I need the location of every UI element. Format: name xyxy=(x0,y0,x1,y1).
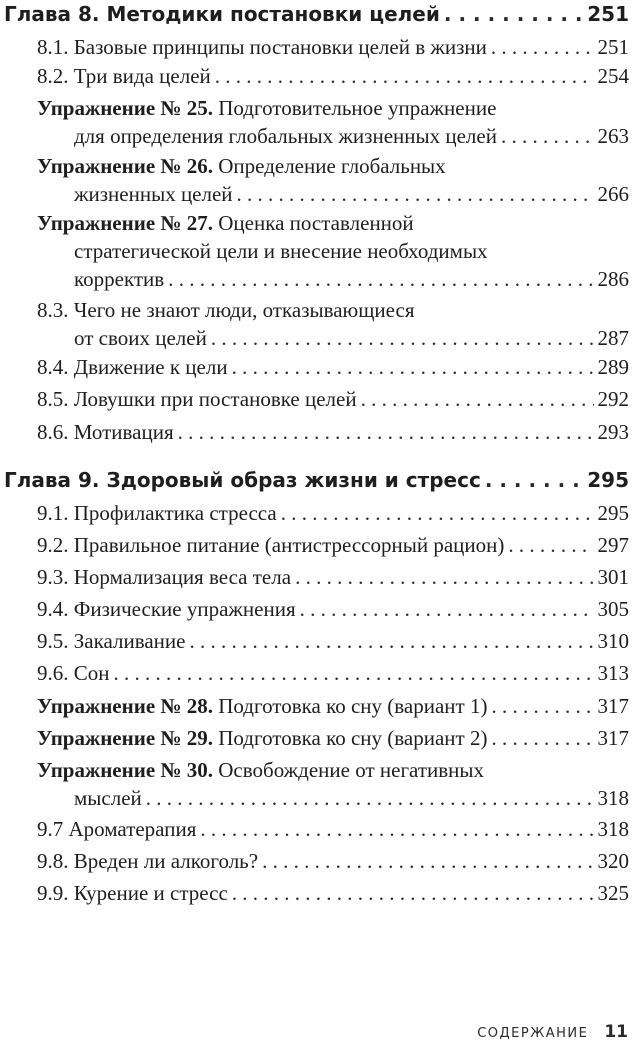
entry-title: Оценка поставленной xyxy=(218,211,414,235)
exercise-entry[interactable] xyxy=(37,94,629,150)
entry-title: Ароматерапия xyxy=(68,817,197,841)
toc-entry[interactable] xyxy=(37,563,629,591)
entry-page: 286 xyxy=(597,267,629,291)
entry-page: 317 xyxy=(597,726,629,750)
dot-leader xyxy=(189,627,593,655)
dot-leader xyxy=(237,180,594,208)
dot-leader xyxy=(281,499,594,527)
entry-title-cont: мыслей xyxy=(74,786,142,810)
entry-number: 9.4. xyxy=(37,597,69,621)
toc-entry[interactable] xyxy=(37,385,629,413)
entry-title: Базовые принципы постановки целей в жизни xyxy=(73,35,487,59)
entry-title: Освобождение от негативных xyxy=(218,758,485,782)
toc-entry[interactable] xyxy=(37,33,629,61)
entry-page: 289 xyxy=(597,355,629,379)
toc-entry[interactable] xyxy=(37,627,629,655)
dot-leader xyxy=(215,62,594,90)
dot-leader xyxy=(491,33,594,61)
entry-number: 9.2. xyxy=(37,533,69,557)
entry-title-cont: жизненных целей xyxy=(74,182,233,206)
entry-page: 318 xyxy=(597,786,629,810)
chapter-page: 295 xyxy=(587,468,629,492)
exercise-entry[interactable] xyxy=(37,724,629,752)
entry-number: 8.4. xyxy=(37,355,69,379)
entry-number: 9.8. xyxy=(37,849,69,873)
dot-leader xyxy=(114,659,594,687)
dot-leader xyxy=(200,815,593,843)
toc-entry[interactable] xyxy=(37,879,629,907)
dot-leader xyxy=(168,265,593,293)
entry-page: 301 xyxy=(597,565,629,589)
dot-leader xyxy=(300,595,594,623)
exercise-label: Упражнение № 28. xyxy=(37,694,213,718)
entry-number: 8.3. xyxy=(37,298,69,322)
entry-title: Движение к цели xyxy=(73,355,228,379)
entry-title: Сон xyxy=(73,661,110,685)
entry-page: 325 xyxy=(597,881,629,905)
entry-title: Нормализация веса тела xyxy=(73,565,292,589)
entry-page: 292 xyxy=(597,387,629,411)
entry-title: Ловушки при постановке целей xyxy=(73,387,357,411)
entry-title: Определение глобальных xyxy=(218,154,446,178)
entry-title: Подготовка ко сну (вариант 1) xyxy=(218,694,488,718)
entry-title: Три вида целей xyxy=(73,64,211,88)
entry-title: Чего не знают люди, отказывающиеся xyxy=(73,298,415,322)
entry-page: 310 xyxy=(597,629,629,653)
exercise-entry[interactable] xyxy=(37,152,629,208)
dot-leader xyxy=(178,418,594,446)
entry-title: Правильное питание (антистрессорный рацион) xyxy=(73,533,505,557)
dot-leader xyxy=(501,122,594,150)
entry-title: Физические упражнения xyxy=(73,597,296,621)
dot-leader xyxy=(491,724,593,752)
entry-title-cont: стратегической цели и внесение необходимых xyxy=(74,239,488,263)
chapter-title: Глава 9. Здоровый образ жизни и стресс xyxy=(4,468,481,492)
entry-page: 313 xyxy=(597,661,629,685)
chapter-page: 251 xyxy=(587,2,629,26)
entry-page: 287 xyxy=(597,326,629,350)
chapter-heading[interactable] xyxy=(4,1,629,27)
entry-title: Вреден ли алкоголь? xyxy=(73,849,259,873)
entry-page: 317 xyxy=(597,694,629,718)
entry-title: Курение и стресс xyxy=(73,881,228,905)
entry-number: 9.7 xyxy=(37,817,64,841)
chapter-title: Глава 8. Методики постановки целей xyxy=(4,2,440,26)
exercise-entry[interactable] xyxy=(37,209,629,293)
dot-leader xyxy=(485,467,583,493)
entry-page: 318 xyxy=(597,817,629,841)
toc-entry[interactable] xyxy=(37,62,629,90)
entry-page: 320 xyxy=(597,849,629,873)
running-header: СОДЕРЖАНИЕ xyxy=(477,1026,589,1041)
entry-page: 297 xyxy=(597,533,629,557)
entry-title-cont: корректив xyxy=(74,267,165,291)
entry-number: 9.9. xyxy=(37,881,69,905)
toc-entry[interactable] xyxy=(37,353,629,381)
toc-entry[interactable] xyxy=(37,659,629,687)
entry-title: Мотивация xyxy=(73,420,174,444)
exercise-label: Упражнение № 30. xyxy=(37,758,213,782)
exercise-label: Упражнение № 27. xyxy=(37,211,213,235)
toc-entry[interactable] xyxy=(37,296,629,352)
exercise-label: Упражнение № 29. xyxy=(37,726,213,750)
toc-entry[interactable] xyxy=(37,595,629,623)
dot-leader xyxy=(211,324,594,352)
entry-title: Профилактика стресса xyxy=(73,501,277,525)
dot-leader xyxy=(232,879,594,907)
toc-entry[interactable] xyxy=(37,847,629,875)
dot-leader xyxy=(491,692,593,720)
exercise-entry[interactable] xyxy=(37,756,629,812)
toc-entry[interactable] xyxy=(37,499,629,527)
entry-page: 254 xyxy=(597,64,629,88)
page-footer xyxy=(477,1022,628,1042)
entry-number: 8.6. xyxy=(37,420,69,444)
entry-title: Подготовительное упражнение xyxy=(218,96,497,120)
entry-page: 266 xyxy=(597,182,629,206)
entry-number: 9.3. xyxy=(37,565,69,589)
page-number: 11 xyxy=(604,1022,628,1042)
toc-entry[interactable] xyxy=(37,418,629,446)
entry-number: 8.1. xyxy=(37,35,69,59)
entry-title: Закаливание xyxy=(73,629,186,653)
entry-page: 263 xyxy=(597,124,629,148)
toc-entry[interactable] xyxy=(37,531,629,559)
entry-page: 305 xyxy=(597,597,629,621)
exercise-label: Упражнение № 26. xyxy=(37,154,213,178)
entry-number: 9.1. xyxy=(37,501,69,525)
entry-number: 9.6. xyxy=(37,661,69,685)
entry-number: 8.5. xyxy=(37,387,69,411)
dot-leader xyxy=(508,531,593,559)
entry-page: 295 xyxy=(597,501,629,525)
exercise-label: Упражнение № 25. xyxy=(37,96,213,120)
entry-page: 251 xyxy=(597,35,629,59)
toc-entry[interactable] xyxy=(37,815,629,843)
exercise-entry[interactable] xyxy=(37,692,629,720)
entry-number: 8.2. xyxy=(37,64,69,88)
entry-page: 293 xyxy=(597,420,629,444)
entry-number: 9.5. xyxy=(37,629,69,653)
dot-leader xyxy=(262,847,593,875)
dot-leader xyxy=(232,353,594,381)
entry-title-cont: для определения глобальных жизненных целей xyxy=(74,124,497,148)
dot-leader xyxy=(444,1,583,27)
chapter-heading[interactable] xyxy=(4,467,629,493)
entry-title-cont: от своих целей xyxy=(74,326,207,350)
dot-leader xyxy=(146,784,594,812)
dot-leader xyxy=(295,563,593,591)
entry-title: Подготовка ко сну (вариант 2) xyxy=(218,726,488,750)
dot-leader xyxy=(361,385,594,413)
